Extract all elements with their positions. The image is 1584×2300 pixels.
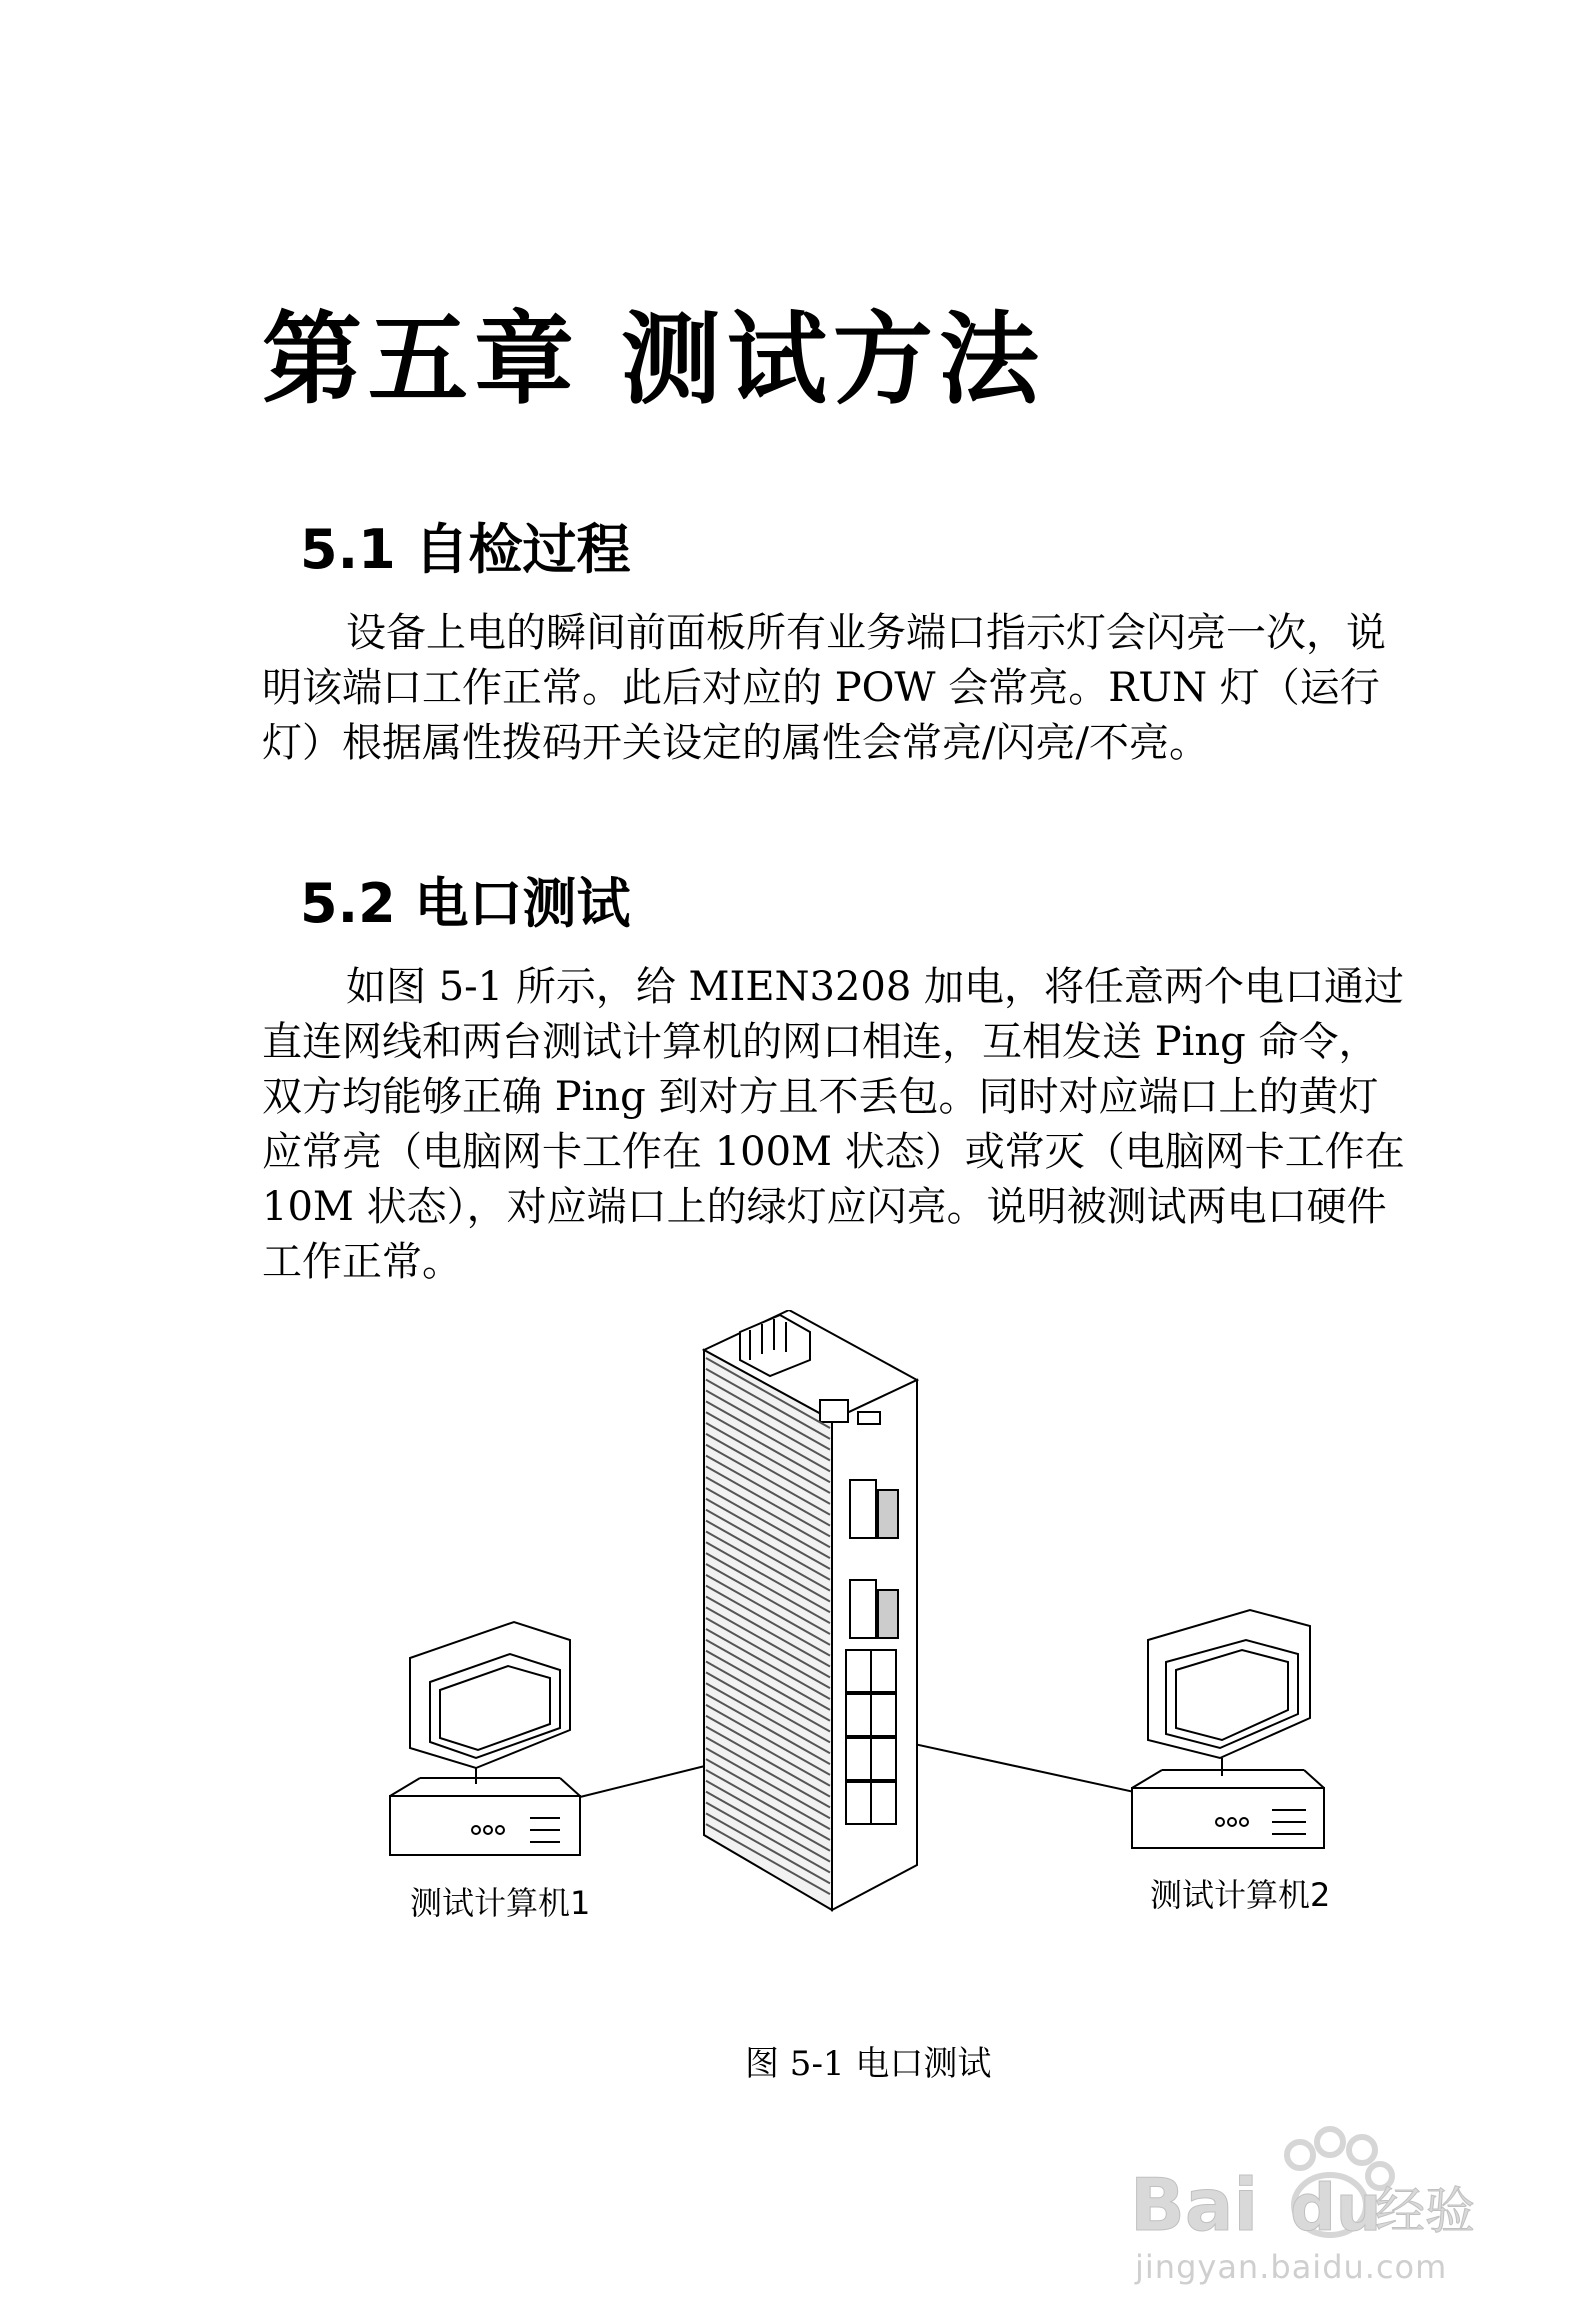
svg-text:经验: 经验 (1375, 2182, 1475, 2240)
paragraph-line: 直连网线和两台测试计算机的网口相连，互相发送 Ping 命令， (262, 1019, 1379, 1065)
chapter-title: 第五章 测试方法 (262, 301, 1045, 418)
watermark-url: jingyan.baidu.com (1135, 2248, 1448, 2286)
paragraph-line: 10M 状态），对应端口上的绿灯应闪亮。说明被测试两电口硬件 (262, 1184, 1387, 1230)
section-heading-5-2: 5.2 电口测试 (300, 872, 631, 935)
paragraph-line: 应常亮（电脑网卡工作在 100M 状态）或常灭（电脑网卡工作在 (262, 1129, 1405, 1175)
section-heading-5-1: 5.1 自检过程 (300, 518, 631, 581)
svg-text:Bai: Bai (1130, 2163, 1259, 2247)
computer-2-label: 测试计算机2 (1150, 1876, 1331, 1914)
section-5-2-paragraph (262, 960, 1422, 1290)
paragraph-line: 灯）根据属性拨码开关设定的属性会常亮/闪亮/不亮。 (262, 720, 1209, 766)
section-5-1-paragraph (262, 606, 1422, 771)
paragraph-line: 明该端口工作正常。此后对应的 POW 会常亮。RUN 灯（运行 (262, 665, 1380, 711)
paragraph-line: 双方均能够正确 Ping 到对方且不丢包。同时对应端口上的黄灯 (262, 1074, 1379, 1120)
baidu-jingyan-logo (1110, 2110, 1490, 2260)
paragraph-line: 设备上电的瞬间前面板所有业务端口指示灯会闪亮一次，说 (346, 610, 1386, 656)
svg-text:du: du (1290, 2172, 1382, 2246)
figure-caption: 图 5-1 电口测试 (745, 2044, 992, 2084)
desktop-computer-icon (1132, 1610, 1324, 1848)
paragraph-line: 工作正常。 (262, 1239, 462, 1285)
desktop-computer-icon (390, 1622, 580, 1855)
network-diagram (380, 1310, 1340, 1950)
computer-1-label: 测试计算机1 (410, 1884, 591, 1922)
paragraph-line: 如图 5-1 所示，给 MIEN3208 加电，将任意两个电口通过 (346, 964, 1405, 1010)
